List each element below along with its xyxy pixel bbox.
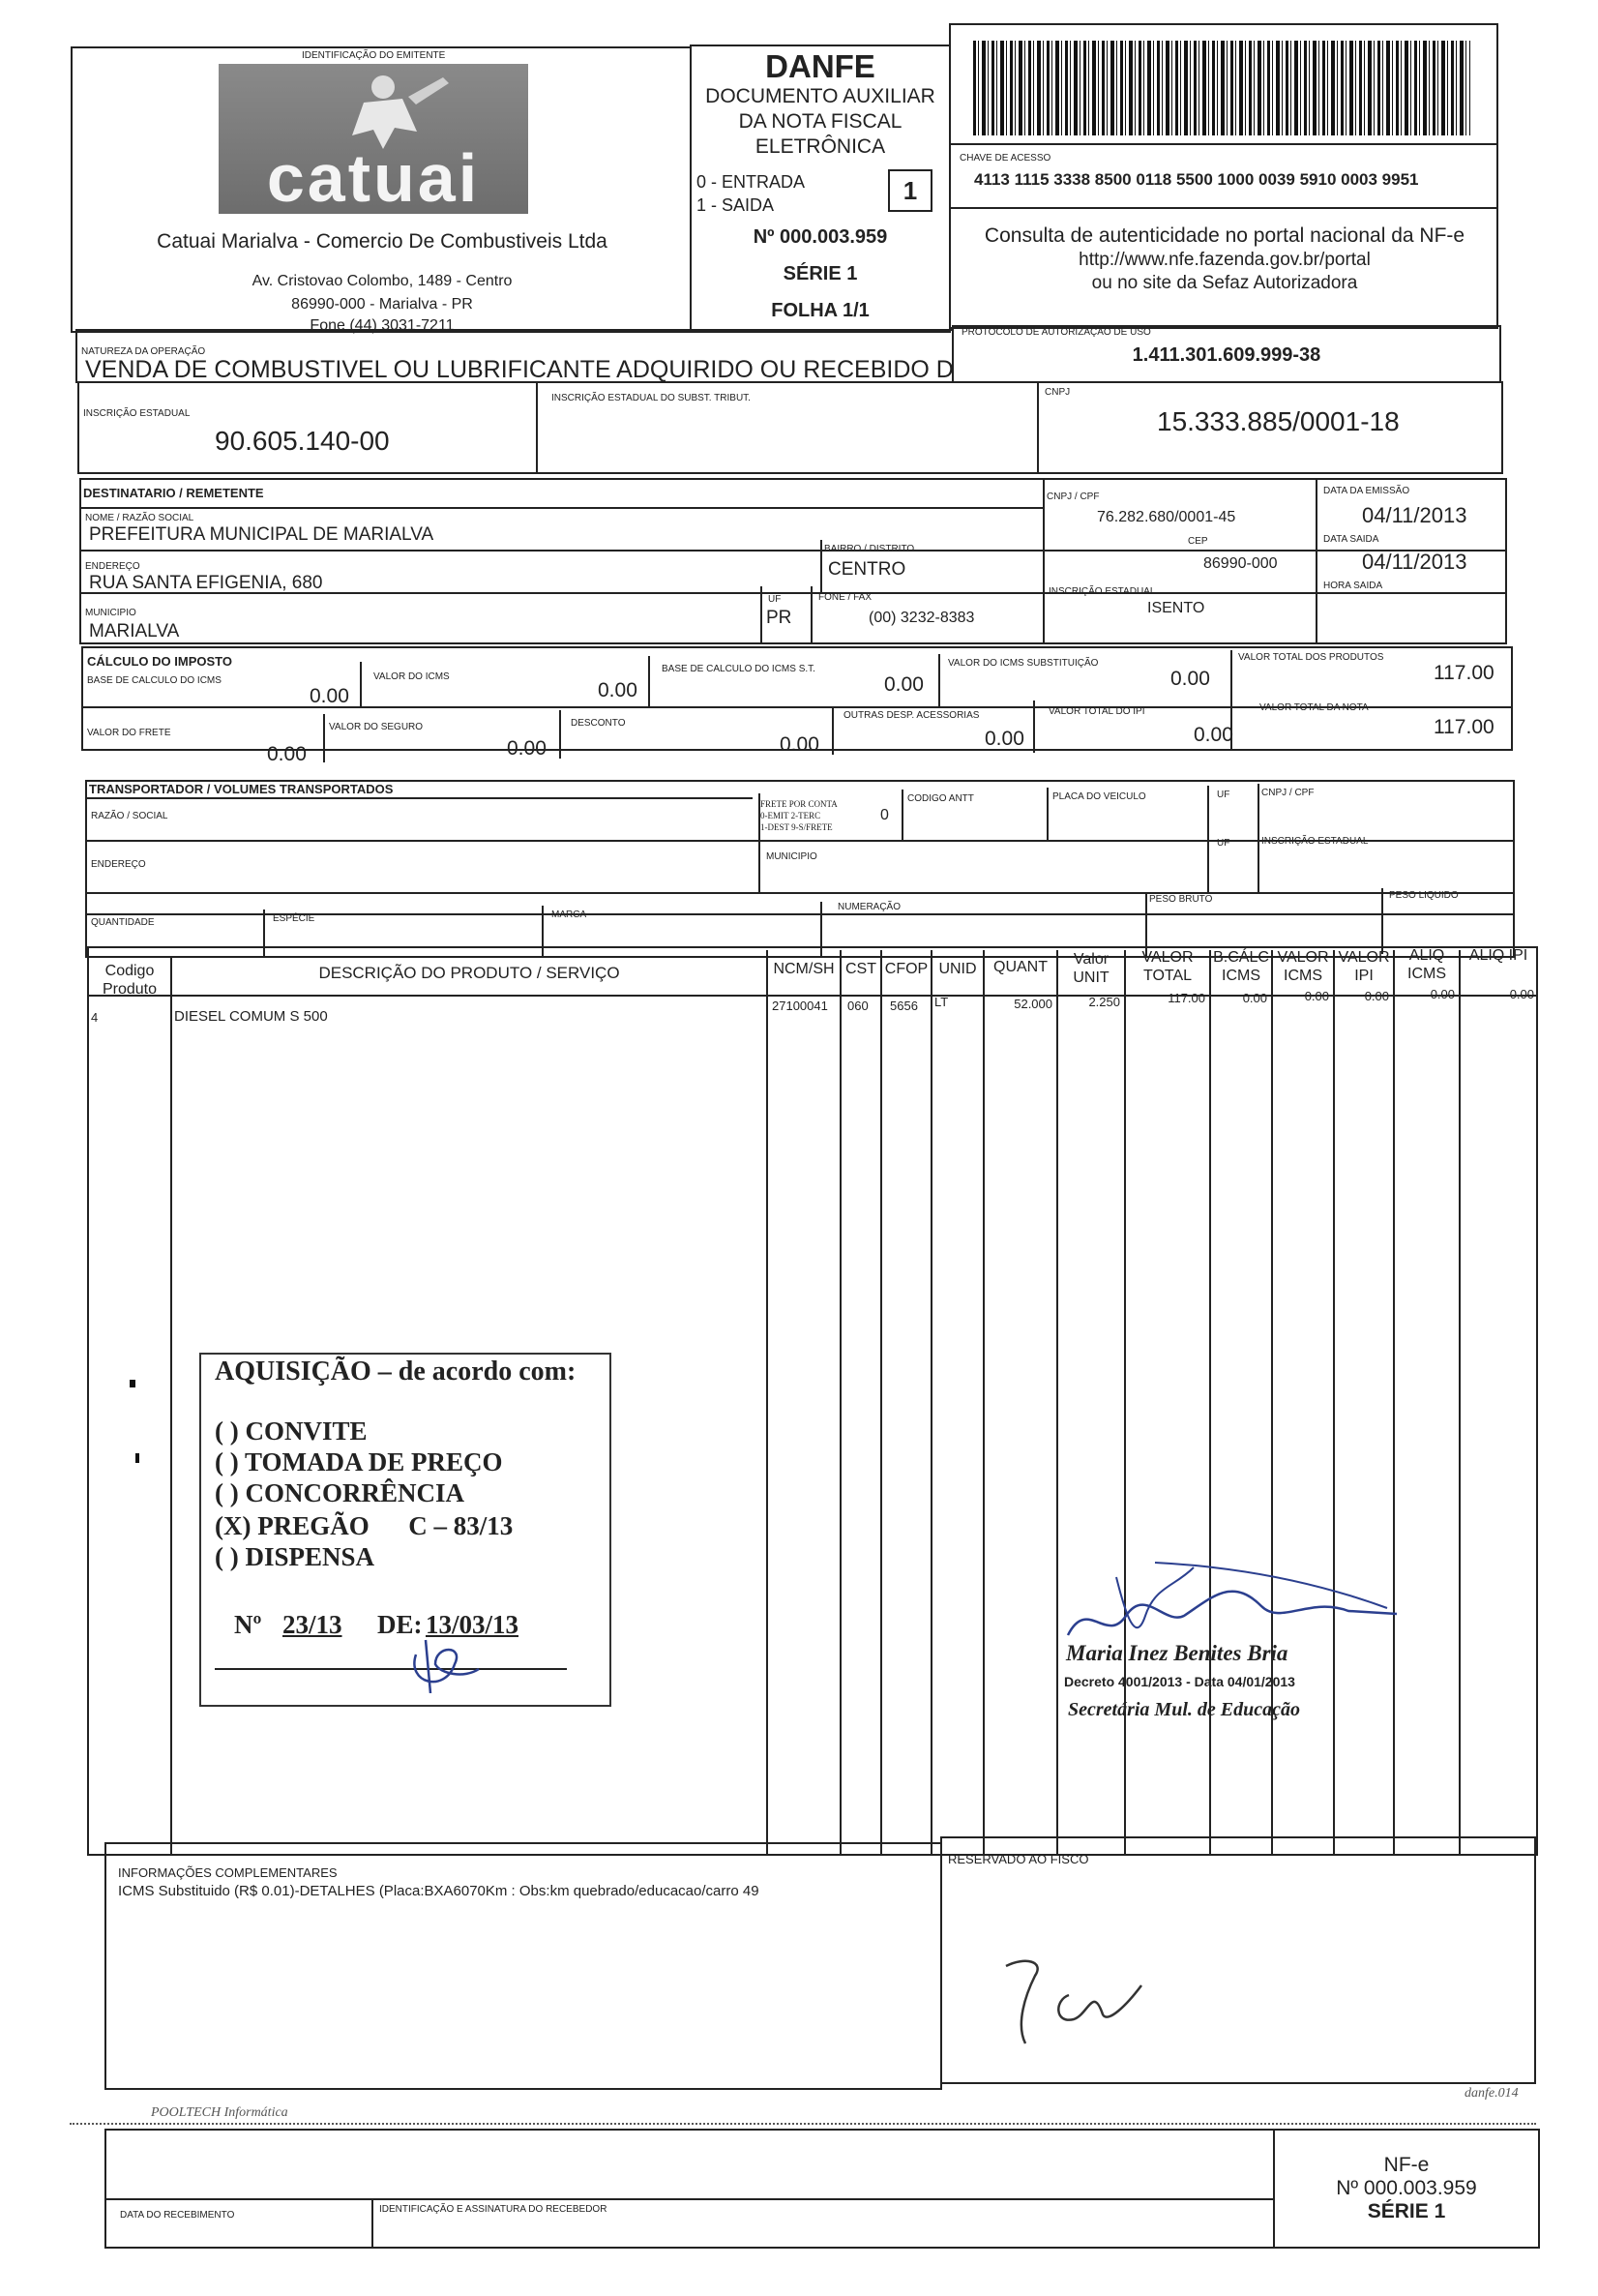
dest-uf: PR: [766, 608, 792, 628]
cut-line: [70, 2123, 1536, 2125]
th-aliq-ipi: ALIQ IPI: [1468, 947, 1528, 964]
stamp-numero-label: Nº: [234, 1610, 262, 1639]
destinatario-section: DESTINATARIO / REMETENTE: [83, 486, 264, 500]
danfe-entrada: 0 - ENTRADA: [696, 172, 806, 192]
cell-cfop: 5656: [890, 999, 918, 1013]
info-text: ICMS Substituido (R$ 0.01)-DETALHES (Placa:BXA6070Km : Obs:km quebrado/educacao/carro 49: [118, 1883, 759, 1899]
transp-col-liquido: [1381, 888, 1383, 954]
stamp-de-label: DE:: [377, 1610, 423, 1639]
total-nota-label: VALOR TOTAL DA NOTA: [1259, 702, 1369, 713]
cell-bc-icms: 0.00: [1242, 991, 1267, 1005]
th-unid: UNID: [938, 961, 977, 977]
placa-label: PLACA DO VEICULO: [1052, 791, 1146, 802]
transp-razao-label: RAZÃO / SOCIAL: [91, 811, 168, 821]
dest-col-date: [1316, 480, 1317, 644]
imposto-col-3: [938, 654, 940, 706]
farmer-logo-icon: [219, 64, 528, 151]
emitente-name: Catuai Marialva - Comercio De Combustiveis Ltda: [157, 230, 607, 253]
scan-mark: [130, 1380, 135, 1387]
cnpj-value: 15.333.885/0001-18: [1157, 406, 1400, 436]
th-valor-unit: Valor UNIT: [1073, 951, 1110, 986]
dest-uf-label: UF: [768, 594, 782, 605]
ie-label: INSCRIÇÃO ESTADUAL: [83, 408, 191, 419]
software-credit: POOLTECH Informática: [151, 2105, 288, 2120]
prod-col-desc: [170, 958, 172, 1856]
transp-ie-label: INSCRIÇÃO ESTADUAL: [1261, 836, 1369, 847]
th-valor-icms: VALOR ICMS: [1277, 949, 1329, 984]
consulta-line-1: Consulta de autenticidade no portal nacional da NF-e: [984, 224, 1465, 247]
canhoto-serie: SÉRIE 1: [1367, 2200, 1446, 2222]
transp-row-line-1: [85, 797, 753, 799]
frete-conta-line-3: 1-DEST 9-S/FRETE: [760, 822, 833, 832]
dest-col-bairro: [820, 540, 822, 594]
cell-descricao: DIESEL COMUM S 500: [174, 1008, 328, 1025]
cell-unid: LT: [934, 995, 949, 1009]
frete-conta-value: 0: [880, 807, 889, 823]
transp-municipio-label: MUNICIPIO: [766, 851, 817, 862]
danfe-subtitle-1: DOCUMENTO AUXILIAR: [705, 85, 935, 107]
th-quant: QUANT: [993, 959, 1048, 975]
protocolo-label: PROTOCOLO DE AUTORIZAÇÃO DE USO: [962, 327, 1151, 338]
cell-valor-icms: 0.00: [1304, 989, 1329, 1003]
ie-st-label: INSCRIÇÃO ESTADUAL DO SUBST. TRIBUT.: [551, 393, 751, 403]
emitente-cep: 86990-000 - Marialva - PR: [291, 296, 473, 313]
th-cst: CST: [845, 961, 876, 977]
dest-nome-label: NOME / RAZÃO SOCIAL: [85, 513, 194, 523]
official-stamp-decree: Decreto 4001/2013 - Data 04/01/2013: [1064, 1674, 1295, 1689]
marca-label: MARCA: [551, 909, 587, 920]
data-recebimento-label: DATA DO RECEBIMENTO: [120, 2210, 235, 2221]
stamp-title: AQUISIÇÃO – de acordo com:: [215, 1357, 577, 1387]
cell-valor-total: 117.00: [1168, 991, 1205, 1005]
barcode: [973, 41, 1470, 135]
antt-label: CODIGO ANTT: [907, 793, 974, 804]
dest-col-cnpj: [1043, 480, 1045, 644]
numeracao-label: NUMERAÇÃO: [838, 902, 902, 912]
base-st: 0.00: [884, 673, 924, 696]
desconto: 0.00: [780, 733, 819, 756]
ie-value: 90.605.140-00: [215, 426, 390, 456]
canhoto-row-line: [104, 2198, 1275, 2200]
dest-municipio: MARIALVA: [89, 621, 180, 641]
logo-text: catuai: [266, 140, 481, 216]
th-descricao: DESCRIÇÃO DO PRODUTO / SERVIÇO: [318, 964, 620, 982]
cell-codigo: 4: [91, 1010, 99, 1025]
consulta-line-2: http://www.nfe.fazenda.gov.br/portal: [1079, 250, 1371, 270]
chave-label: CHAVE DE ACESSO: [960, 153, 1051, 164]
base-st-label: BASE DE CALCULO DO ICMS S.T.: [662, 664, 815, 674]
transp-cnpj-label: CNPJ / CPF: [1261, 788, 1315, 798]
transp-col-antt: [902, 790, 903, 842]
peso-bruto-label: PESO BRUTO: [1149, 894, 1213, 905]
dest-cnpj: 76.282.680/0001-45: [1097, 509, 1236, 525]
th-aliq-icms: ALIQ ICMS: [1407, 947, 1446, 982]
cell-quant: 52.000: [1014, 997, 1052, 1011]
inscricao-divider-1: [536, 383, 538, 472]
frete-conta-line-1: FRETE POR CONTA: [760, 799, 838, 809]
seguro-label: VALOR DO SEGURO: [329, 722, 424, 732]
dest-row-line-1: [79, 507, 1045, 509]
emitente-phone: Fone (44) 3031-7211: [310, 317, 455, 334]
prod-col-quant: [983, 950, 985, 1856]
peso-liquido-label: PESO LIQUIDO: [1389, 890, 1459, 901]
dest-municipio-label: MUNICIPIO: [85, 608, 136, 618]
danfe-title: DANFE: [765, 48, 875, 84]
stamp-data: 13/03/13: [426, 1610, 519, 1639]
identificacao-label: IDENTIFICAÇÃO E ASSINATURA DO RECEBEDOR: [379, 2204, 607, 2215]
base-icms-label: BASE DE CALCULO DO ICMS: [87, 675, 222, 686]
official-stamp-role: Secretária Mul. de Educação: [1068, 1699, 1300, 1720]
dest-nome: PREFEITURA MUNICIPAL DE MARIALVA: [89, 524, 434, 545]
dest-cep: 86990-000: [1203, 555, 1278, 572]
protocolo-value: 1.411.301.609.999-38: [1132, 344, 1321, 366]
danfe-subtitle-2: DA NOTA FISCAL: [738, 110, 903, 133]
transp-col-placa: [1047, 788, 1049, 840]
dest-hora-saida-label: HORA SAIDA: [1323, 581, 1383, 591]
prod-col-vunit: [1056, 950, 1058, 1856]
dest-data-saida: 04/11/2013: [1362, 550, 1467, 574]
seguro: 0.00: [507, 737, 547, 760]
th-valor-total: VALOR TOTAL: [1141, 949, 1194, 984]
base-icms: 0.00: [310, 685, 349, 707]
chave-divider-2: [951, 207, 1498, 209]
dest-bairro: CENTRO: [828, 559, 906, 580]
transportador-section: TRANSPORTADOR / VOLUMES TRANSPORTADOS: [89, 782, 394, 796]
scan-mark: [135, 1453, 139, 1463]
danfe-serie: SÉRIE 1: [783, 263, 858, 284]
th-cfop: CFOP: [884, 961, 929, 977]
valor-icms: 0.00: [598, 679, 637, 701]
especie-label: ESPÉCIE: [273, 913, 315, 924]
transp-col-cnpj: [1258, 784, 1259, 892]
valor-icms-label: VALOR DO ICMS: [373, 671, 450, 682]
dest-data-emissao-label: DATA DA EMISSÃO: [1323, 486, 1410, 496]
frete-label: VALOR DO FRETE: [87, 728, 171, 738]
imposto-col-8: [1033, 701, 1035, 753]
valor-st: 0.00: [1170, 668, 1210, 690]
dest-data-saida-label: DATA SAIDA: [1323, 534, 1379, 545]
prod-col-vipi: [1333, 950, 1335, 1856]
dest-fone-label: FONE / FAX: [818, 592, 873, 603]
th-codigo: Codigo Produto: [102, 963, 158, 998]
th-bc-icms: B.CÁLC ICMS: [1213, 949, 1269, 984]
total-nota: 117.00: [1434, 716, 1494, 738]
imposto-col-5: [323, 714, 325, 762]
dest-bairro-label: BAIRRO / DISTRITO: [824, 544, 915, 554]
cell-aliq-icms: 0.00: [1430, 987, 1455, 1001]
ipi: 0.00: [1194, 724, 1233, 746]
imposto-col-2: [648, 656, 650, 708]
imposto-section: CÁLCULO DO IMPOSTO: [87, 654, 232, 669]
dest-cep-label: CEP: [1188, 536, 1208, 547]
dest-cnpj-label: CNPJ / CPF: [1047, 492, 1100, 502]
th-ncm: NCM/SH: [773, 961, 835, 977]
danfe-saida: 1 - SAIDA: [696, 195, 775, 215]
natureza-value: VENDA DE COMBUSTIVEL OU LUBRIFICANTE ADQUIRIDO OU RECEBIDO D: [85, 356, 954, 383]
prod-col-aicms: [1393, 950, 1395, 1856]
canhoto-numero: Nº 000.003.959: [1336, 2177, 1477, 2199]
danfe-tipo-box: 1: [888, 169, 932, 212]
dest-ie: ISENTO: [1147, 600, 1205, 616]
outras: 0.00: [985, 728, 1024, 750]
th-valor-ipi: VALOR IPI: [1338, 949, 1390, 984]
fisco-label: RESERVADO AO FISCO: [948, 1852, 1089, 1866]
valor-st-label: VALOR DO ICMS SUBSTITUIÇÃO: [948, 658, 1099, 669]
dest-col-fone: [811, 586, 813, 644]
danfe-folha: FOLHA 1/1: [771, 300, 870, 321]
info-label: INFORMAÇÕES COMPLEMENTARES: [118, 1865, 338, 1880]
stamp-option-pregao: (X) PREGÃO C – 83/13: [215, 1511, 514, 1540]
total-produtos: 117.00: [1434, 662, 1494, 684]
ipi-label: VALOR TOTAL DO IPI: [1049, 706, 1145, 717]
imposto-col-6: [559, 710, 561, 759]
consulta-line-3: ou no site da Sefaz Autorizadora: [1091, 273, 1358, 293]
stamp-option-concorrencia: ( ) CONCORRÊNCIA: [215, 1478, 464, 1507]
cnpj-label: CNPJ: [1045, 387, 1071, 398]
cell-aliq-ipi: 0.00: [1509, 987, 1534, 1001]
stamp-option-tomada: ( ) TOMADA DE PREÇO: [215, 1447, 503, 1476]
chave-value: 4113 1115 3338 8500 0118 5500 1000 0039 5910 0003 9951: [974, 170, 1419, 189]
desconto-label: DESCONTO: [571, 718, 626, 729]
imposto-col-7: [832, 706, 834, 755]
form-code: danfe.014: [1465, 2086, 1519, 2101]
cell-ncm: 27100041: [772, 999, 828, 1013]
outras-label: OUTRAS DESP. ACESSORIAS: [843, 710, 980, 721]
frete: 0.00: [267, 743, 307, 765]
frete-conta-line-2: 0-EMIT 2-TERC: [760, 811, 821, 820]
dest-endereco-label: ENDEREÇO: [85, 561, 140, 572]
dest-row-line-2: [79, 550, 1507, 552]
stamp-option-dispensa: ( ) DISPENSA: [215, 1542, 375, 1571]
stamp-option-convite: ( ) CONVITE: [215, 1416, 368, 1446]
dest-col-uf: [760, 586, 762, 644]
dest-fone: (00) 3232-8383: [869, 610, 975, 626]
transp-uf2-label: UF: [1217, 838, 1230, 849]
quantidade-label: QUANTIDADE: [91, 917, 155, 928]
danfe-subtitle-3: ELETRÔNICA: [755, 135, 886, 158]
transp-col-uf: [1207, 786, 1209, 892]
dest-data-emissao: 04/11/2013: [1362, 503, 1467, 527]
destinatario-box: [79, 478, 1507, 644]
chave-divider-1: [951, 143, 1498, 145]
emitente-label: IDENTIFICAÇÃO DO EMITENTE: [302, 50, 446, 61]
prod-col-aipi: [1459, 950, 1461, 1856]
cell-cst: 060: [847, 999, 869, 1013]
transp-row-line-3: [85, 892, 1515, 894]
company-logo: [219, 64, 528, 214]
transp-uf-label: UF: [1217, 790, 1230, 800]
prod-col-cst: [840, 950, 842, 1856]
imposto-col-1: [360, 662, 362, 708]
cell-valor-ipi: 0.00: [1364, 989, 1389, 1003]
dest-endereco: RUA SANTA EFIGENIA, 680: [89, 573, 323, 593]
stamp-initials-signature: [387, 1625, 503, 1693]
natureza-label: NATUREZA DA OPERAÇÃO: [81, 346, 206, 357]
canhoto-col-1: [371, 2198, 373, 2249]
emitente-address: Av. Cristovao Colombo, 1489 - Centro: [252, 273, 513, 289]
fisco-initials-signature: [996, 1947, 1151, 2053]
prod-col-unid: [931, 950, 932, 1856]
official-signature: [1058, 1558, 1406, 1655]
prod-col-ncm: [766, 950, 768, 1856]
official-stamp-name: Maria Inez Benites Bria: [1066, 1641, 1288, 1665]
dest-ie-label: INSCRIÇÃO ESTADUAL: [1049, 586, 1156, 597]
transp-endereco-label: ENDEREÇO: [91, 859, 146, 870]
inscricao-divider-2: [1037, 383, 1039, 472]
canhoto-nfe: NF-e: [1383, 2154, 1430, 2176]
cell-valor-unit: 2.250: [1088, 995, 1120, 1009]
prod-col-cfop: [880, 950, 882, 1856]
danfe-number: Nº 000.003.959: [753, 226, 888, 248]
total-produtos-label: VALOR TOTAL DOS PRODUTOS: [1238, 652, 1384, 663]
stamp-numero: 23/13: [282, 1610, 342, 1639]
